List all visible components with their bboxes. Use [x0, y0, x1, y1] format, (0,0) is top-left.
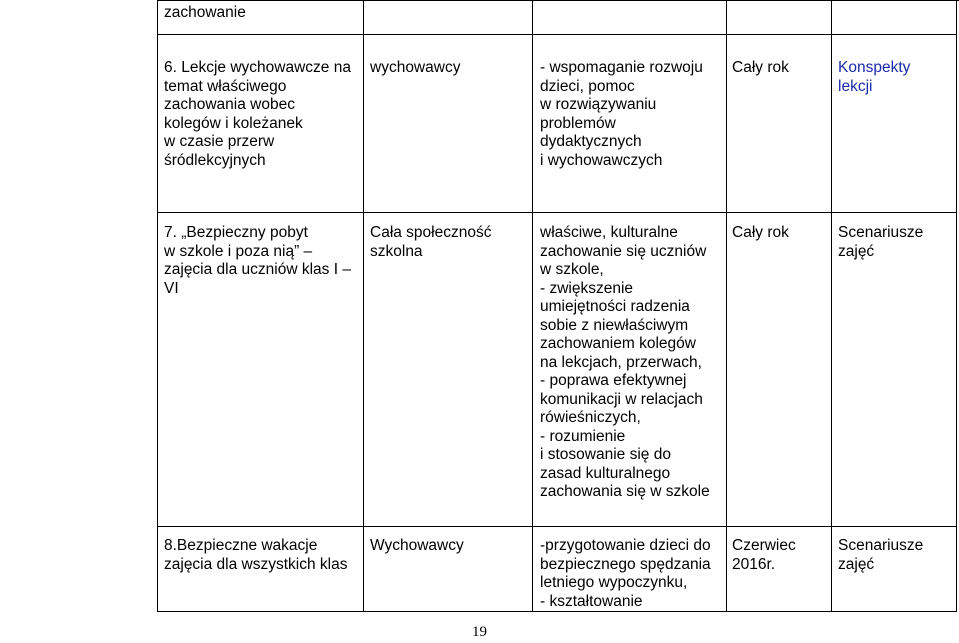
row-8-when: Czerwiec 2016r. — [732, 537, 796, 573]
column-divider — [726, 0, 727, 612]
top-fragment-text: zachowanie — [164, 4, 246, 21]
row-6-when: Cały rok — [732, 59, 789, 76]
row-8-aims: -przygotowanie dzieci do bezpiecznego spędzania letniego wypoczynku, - kształtowanie — [540, 537, 711, 610]
row-7-who: Cała społeczność szkolna — [370, 224, 492, 260]
row-7-when: Cały rok — [732, 224, 789, 241]
row-divider — [157, 526, 957, 527]
table-border-top — [157, 0, 959, 1]
row-6-aims: - wspomaganie rozwoju dzieci, pomoc w rozwiązywaniu problemów dydaktycznych i wychowawczych — [540, 59, 703, 169]
table-border-bottom — [157, 611, 957, 612]
table-border-right — [956, 0, 957, 612]
table-border-left — [157, 0, 158, 612]
column-divider — [363, 0, 364, 612]
row-6-who: wychowawcy — [370, 59, 461, 76]
row-7-evidence: Scenariusze zajęć — [838, 224, 924, 260]
row-6-evidence: Konspekty lekcji — [838, 59, 911, 95]
row-divider — [157, 34, 957, 35]
page-number: 19 — [472, 624, 487, 640]
row-8-who: Wychowawcy — [370, 537, 464, 554]
row-8-evidence: Scenariusze zajęć — [838, 537, 924, 573]
column-divider — [532, 0, 533, 612]
row-7-lp: 7. „Bezpieczny pobyt w szkole i poza nią” – zajęcia dla uczniów klas I – VI — [164, 224, 351, 297]
row-divider — [157, 212, 957, 213]
row-8-lp: 8.Bezpieczne wakacje zajęcia dla wszystkich klas — [164, 537, 348, 573]
row-6-lp: 6. Lekcje wychowawcze na temat właściwego zachowania wobec kolegów i koleżanek w czasie przerw śródlekcyjnych — [164, 59, 351, 169]
row-7-aims: właściwe, kulturalne zachowanie się uczniów w szkole, - zwiększenie umiejętności radzenia sobie z niewłaściwym zachowaniem kolegów na lekcjach, przerwach, - poprawa efektywnej komunikacji w relacjach rówieśniczych, - rozumienie i stosowanie się do zasad kulturalnego zachowania się w szkole — [540, 224, 710, 500]
column-divider — [831, 0, 832, 612]
